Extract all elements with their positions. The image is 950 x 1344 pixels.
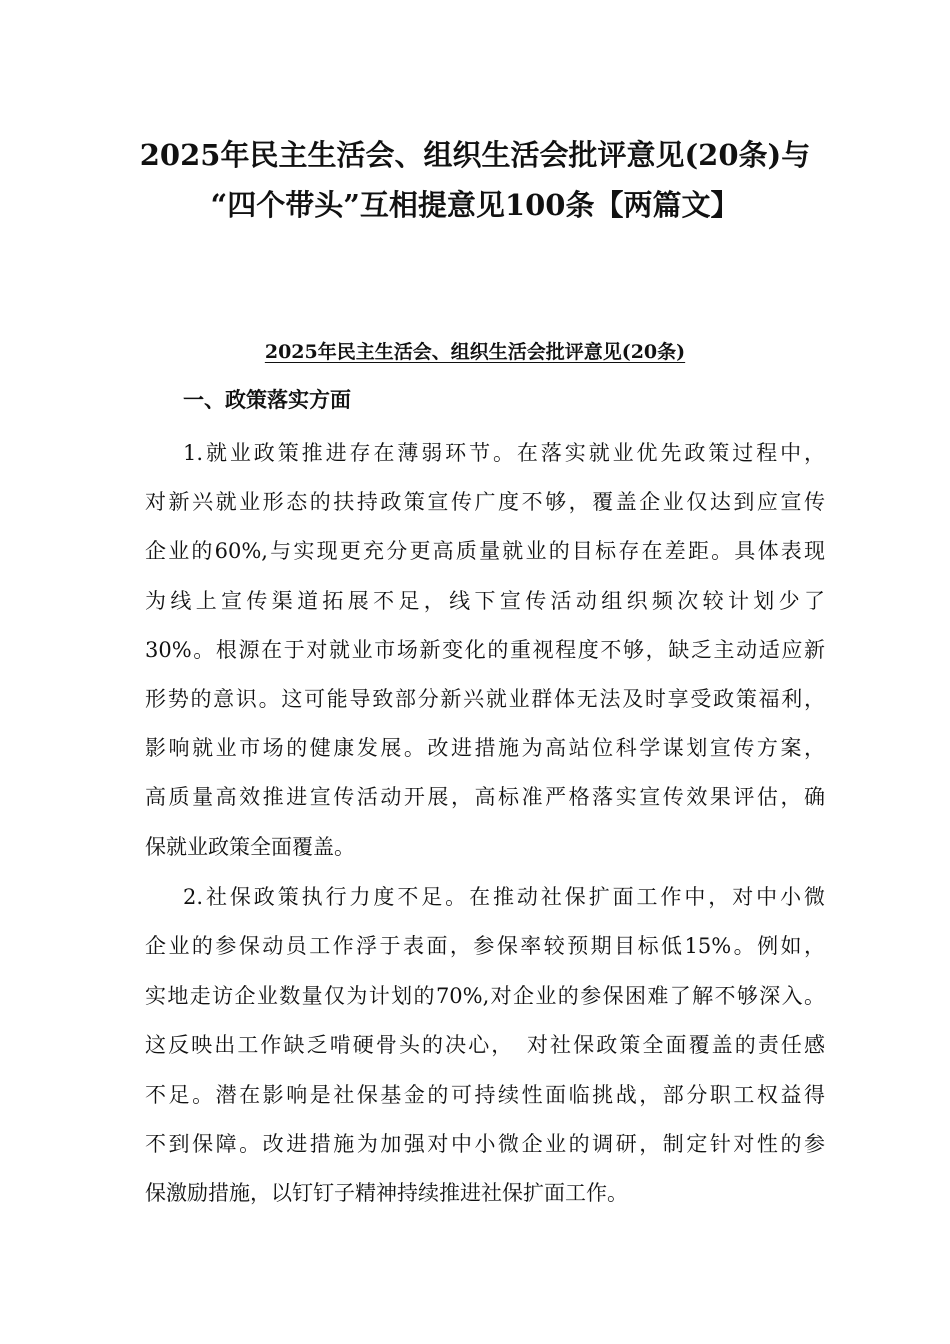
paragraph-1-line: 影响就业市场的健康发展。改进措施为高站位科学谋划宣传方案， [145, 736, 825, 760]
paragraph-1-line: 高质量高效推进宣传活动开展，高标准严格落实宣传效果评估，确 [145, 785, 825, 809]
paragraph-2-line: 不到保障。改进措施为加强对中小微企业的调研，制定针对性的参 [145, 1132, 825, 1156]
paragraph-1-line: 保就业政策全面覆盖。 [145, 835, 355, 859]
document-title-line-2: “四个带头”互相提意见100条【两篇文】 [210, 188, 740, 222]
paragraph-1-line: 30%。根源在于对就业市场新变化的重视程度不够，缺乏主动适应新 [145, 638, 825, 662]
paragraph-2-line: 2.社保政策执行力度不足。在推动社保扩面工作中，对中小微 [183, 885, 825, 909]
paragraph-1-line: 形势的意识。这可能导致部分新兴就业群体无法及时享受政策福利， [145, 687, 825, 711]
paragraph-2-line: 这反映出工作缺乏啃硬骨头的决心， 对社保政策全面覆盖的责任感 [145, 1033, 825, 1057]
paragraph-2-line: 实地走访企业数量仅为计划的70%,对企业的参保困难了解不够深入。 [145, 984, 825, 1008]
section-subtitle-text: 2025年民主生活会、组织生活会批评意见(20条) [264, 341, 686, 363]
document-title-line-1: 2025年民主生活会、组织生活会批评意见(20条)与 [139, 138, 811, 172]
paragraph-1-line: 对新兴就业形态的扶持政策宣传广度不够，覆盖企业仅达到应宣传 [145, 490, 825, 514]
paragraph-2-line: 保激励措施，以钉钉子精神持续推进社保扩面工作。 [145, 1181, 628, 1205]
paragraph-2-line: 不足。潜在影响是社保基金的可持续性面临挑战，部分职工权益得 [145, 1083, 825, 1107]
paragraph-1-line: 企业的60%,与实现更充分更高质量就业的目标存在差距。具体表现 [145, 539, 825, 563]
paragraph-2-line: 企业的参保动员工作浮于表面，参保率较预期目标低15%。例如， [145, 934, 825, 958]
paragraph-1-line: 1.就业政策推进存在薄弱环节。在落实就业优先政策过程中， [183, 441, 825, 465]
section-heading: 一、政策落实方面 [183, 387, 351, 412]
section-subtitle [0, 338, 950, 366]
paragraph-1-line: 为线上宣传渠道拓展不足，线下宣传活动组织频次较计划少了 [145, 589, 825, 613]
